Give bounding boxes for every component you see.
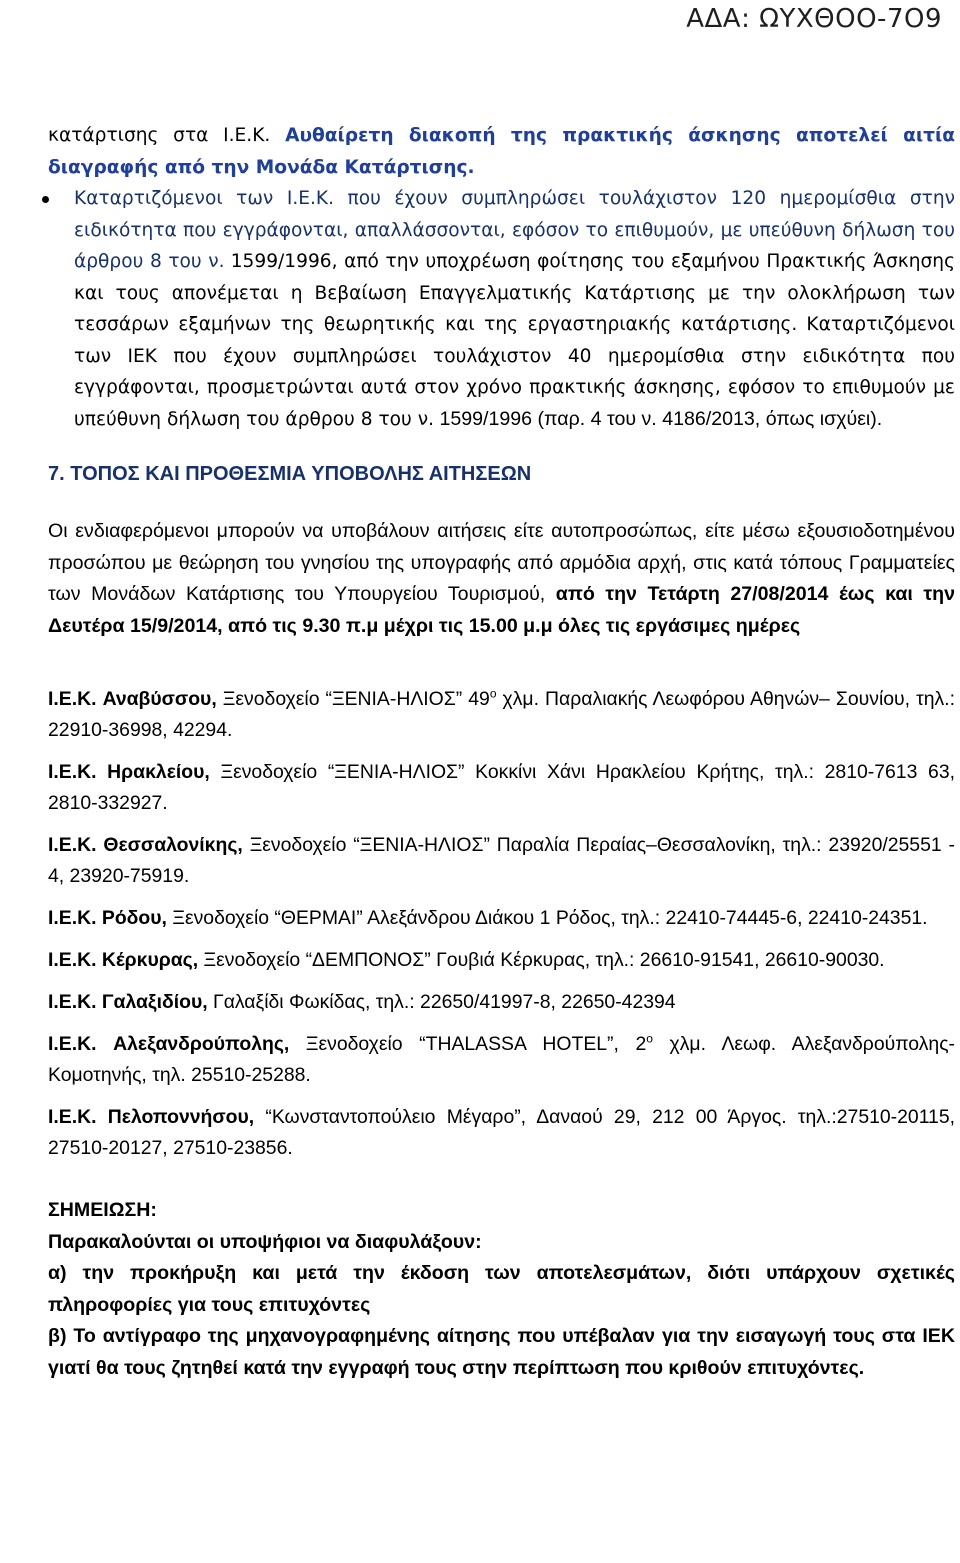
section-7-title: 7. ΤΟΠΟΣ ΚΑΙ ΠΡΟΘΕΣΜΙΑ ΥΠΟΒΟΛΗΣ ΑΙΤΗΣΕΩΝ	[48, 463, 532, 485]
iek-address-cont: χλμ. Λεωφ. Αλεξανδρούπολης-Κομοτηνής, τηλ. 25510-25288.	[48, 1033, 956, 1086]
iek-entry	[48, 1102, 955, 1164]
iek-address: Ξενοδοχείο “ΘΕΡΜΑΙ” Αλεξάνδρου Διάκου 1 Ρόδος, τηλ.: 22410-74445-6, 22410-24351.	[172, 907, 928, 929]
iek-address: Ξενοδοχείο “ΔΕΜΠΟΝΟΣ” Γουβιά Κέρκυρας, τηλ.: 26610-91541, 26610-90030.	[203, 949, 885, 971]
iek-entry	[48, 830, 955, 892]
iek-address: Ξενοδοχείο “ΞΕΝΙΑ-ΗΛΙΟΣ” Παραλία Περαίας–Θεσσαλονίκη, τηλ.: 23920/25551 - 4, 23920-75919.	[48, 834, 955, 887]
iek-sup: ο	[646, 1031, 653, 1046]
iek-prefix: Ι.Ε.Κ.	[48, 1106, 97, 1128]
iek-address: Ξενοδοχείο “ΞΕΝΙΑ-ΗΛΙΟΣ” Κοκκίνι Χάνι Ηρακλείου Κρήτης, τηλ.: 2810-7613 63, 2810-332927.	[48, 761, 955, 814]
iek-entry	[48, 945, 955, 976]
bullet-item	[48, 183, 955, 435]
intro-bold-text: Αυθαίρετη διακοπή της πρακτικής άσκησης αποτελεί αιτία διαγραφής από την Μονάδα Κατάρτισης.	[48, 125, 955, 178]
note-item-a: α) την προκήρυξη και μετά την έκδοση των αποτελεσμάτων, διότι υπάρχουν σχετικές πληροφορίες για τους επιτυχόντες	[48, 1262, 955, 1316]
iek-name: Αλεξανδρούπολης,	[113, 1033, 290, 1055]
iek-prefix: Ι.Ε.Κ.	[48, 907, 97, 929]
iek-entry	[48, 1029, 955, 1091]
iek-name: Ηρακλείου,	[107, 761, 210, 783]
iek-entry	[48, 757, 955, 819]
note-line-1: Παρακαλούνται οι υποψήφιοι να διαφυλάξουν:	[48, 1230, 482, 1253]
iek-address: Ξενοδοχείο “ΞΕΝΙΑ-ΗΛΙΟΣ” 49	[222, 688, 490, 710]
iek-address: Γαλαξίδι Φωκίδας, τηλ.: 22650/41997-8, 22650-42394	[213, 991, 676, 1013]
bullet-part-3: Καταρτιζόμενοι των ΙΕΚ που έχουν συμπληρώσει τουλάχιστον 40 ημερομίσθια στην ειδικότητα που εγγράφονται, προσμετρώνται αυτά στον χρόνο πρακτικής άσκησης, εφόσον το επιθυμούν με υπεύθυνη δήλωση του άρθρου 8 του ν.	[74, 314, 955, 430]
intro-text: κατάρτισης στα Ι.Ε.Κ.	[48, 125, 271, 146]
iek-sup: ο	[489, 686, 497, 701]
bullet-part-1: Καταρτιζόμενοι των Ι.Ε.Κ. που έχουν συμπληρώσει τουλάχιστον 120 ημερομίσθια στην ειδικότητα που εγγράφονται, απαλλάσσονται, εφόσον το επιθυμούν, με υπεύθυνη δήλωση του άρθρου 8 του ν.	[74, 188, 955, 272]
iek-prefix: Ι.Ε.Κ.	[48, 688, 97, 710]
iek-list	[48, 684, 955, 1164]
iek-name: Ρόδου,	[101, 907, 167, 929]
iek-name: Αναβύσσου,	[102, 688, 217, 710]
intro-paragraph	[48, 120, 955, 183]
iek-entry	[48, 684, 955, 746]
ada-code: ΑΔΑ: ΩΥΧΘΟΟ-7Ο9	[686, 4, 942, 34]
iek-prefix: Ι.Ε.Κ.	[48, 949, 97, 971]
iek-prefix: Ι.Ε.Κ.	[48, 761, 97, 783]
document-page	[48, 120, 955, 1384]
note-item-b: β) Το αντίγραφο της μηχανογραφημένης αίτησης που υπέβαλαν για την εισαγωγή τους στα ΙΕΚ γιατί θα τους ζητηθεί κατά την εγγραφή τους στην περίπτωση που κριθούν επιτυχόντες.	[48, 1325, 955, 1379]
section-7-body-text: Οι ενδιαφερόμενοι μπορούν να υποβάλουν αιτήσεις είτε αυτοπροσώπως, είτε μέσω εξουσιοδοτημένου προσώπου με θεώρηση του γνησίου της υπογραφής από αρμόδια αρχή, στις κατά τόπους Γραμματείες των Μονάδων Κατάρτισης του Υπουργείου Τουρισμού,	[48, 520, 955, 605]
bullet-part-4: 1599/1996 (παρ. 4 του ν. 4186/2013, όπως ισχύει).	[439, 407, 883, 430]
section-7-body	[48, 516, 955, 642]
note-section	[48, 1195, 955, 1384]
iek-entry	[48, 987, 955, 1018]
iek-entry	[48, 903, 955, 934]
iek-name: Θεσσαλονίκης,	[103, 834, 243, 856]
note-title: ΣΗΜΕΙΩΣΗ:	[48, 1199, 157, 1221]
iek-name: Πελοποννήσου,	[107, 1106, 255, 1128]
bullet-part-2: 1599/1996, από την υποχρέωση φοίτησης του εξαμήνου Πρακτικής Άσκησης και τους απονέμεται η Βεβαίωση Επαγγελματικής Κατάρτισης με την ολοκλήρωση των τεσσάρων εξαμήνων της θεωρητικής και της εργαστηριακής κατάρτισης.	[74, 251, 955, 335]
iek-prefix: Ι.Ε.Κ.	[48, 834, 97, 856]
iek-name: Γαλαξιδίου,	[101, 991, 208, 1013]
iek-address-cont: χλμ. Παραλιακής Λεωφόρου Αθηνών– Σουνίου, τηλ.: 22910-36998, 42294.	[48, 688, 955, 741]
bullet-dot-icon	[42, 196, 49, 203]
iek-address: Ξενοδοχείο “THALASSA HOTEL”, 2	[305, 1033, 647, 1055]
iek-name: Κέρκυρας,	[101, 949, 199, 971]
iek-address: “Κωνσταντοπούλειο Μέγαρο”, Δαναού 29, 212 00 Άργος. τηλ.:27510-20115, 27510-20127, 27510-23856.	[48, 1106, 956, 1159]
iek-prefix: Ι.Ε.Κ.	[48, 1033, 97, 1055]
iek-prefix: Ι.Ε.Κ.	[48, 991, 97, 1013]
section-7-deadline: από την Τετάρτη 27/08/2014 έως και την Δευτέρα 15/9/2014, από τις 9.30 π.μ μέχρι τις 15.00 μ.μ όλες τις εργάσιμες ημέρες	[48, 583, 955, 637]
bullet-paragraph	[74, 183, 955, 435]
